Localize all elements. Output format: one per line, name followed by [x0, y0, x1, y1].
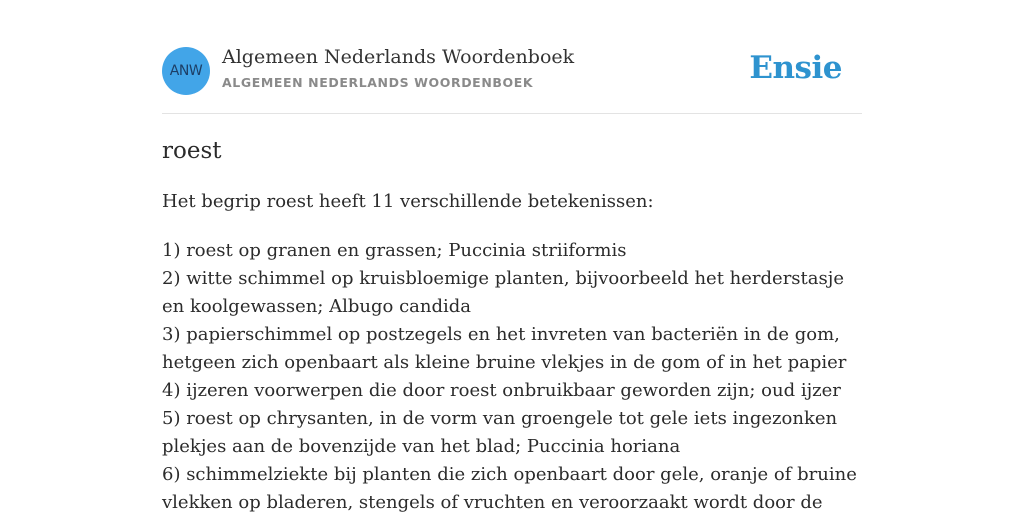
meaning-item: 1) roest op granen en grassen; Puccinia striiformis: [162, 240, 627, 261]
meaning-item: 2) witte schimmel op kruisbloemige planten, bijvoorbeeld het herderstasje en koolgewassen; Albugo candida: [162, 268, 844, 317]
meaning-item: 5) roest op chrysanten, in de vorm van groengele tot gele iets ingezonken plekjes aan de bovenzijde van het blad; Puccinia horiana: [162, 408, 838, 457]
meaning-item: 4) ijzeren voorwerpen die door roest onbruikbaar geworden zijn; oud ijzer: [162, 380, 841, 401]
ensie-logo-link[interactable]: Ensie: [749, 50, 842, 86]
meaning-item: 6) schimmelziekte bij planten die zich openbaart door gele, oranje of bruine vlekken op bladeren, stengels of vruchten en veroorzaakt wordt door de: [162, 464, 857, 513]
source-title[interactable]: Algemeen Nederlands Woordenboek: [222, 46, 575, 68]
entry-term: roest: [162, 138, 222, 164]
meanings-list: [162, 237, 862, 517]
source-logo[interactable]: [162, 47, 210, 95]
source-subtitle: ALGEMEEN NEDERLANDS WOORDENBOEK: [222, 75, 534, 90]
page: [162, 0, 862, 513]
entry-intro: Het begrip roest heeft 11 verschillende betekenissen:: [162, 191, 654, 212]
source-logo-text: ANW: [169, 63, 203, 79]
header: [162, 0, 862, 114]
meaning-item: 3) papierschimmel op postzegels en het invreten van bacteriën in de gom, hetgeen zich openbaart als kleine bruine vlekjes in de gom of in het papier: [162, 324, 847, 373]
